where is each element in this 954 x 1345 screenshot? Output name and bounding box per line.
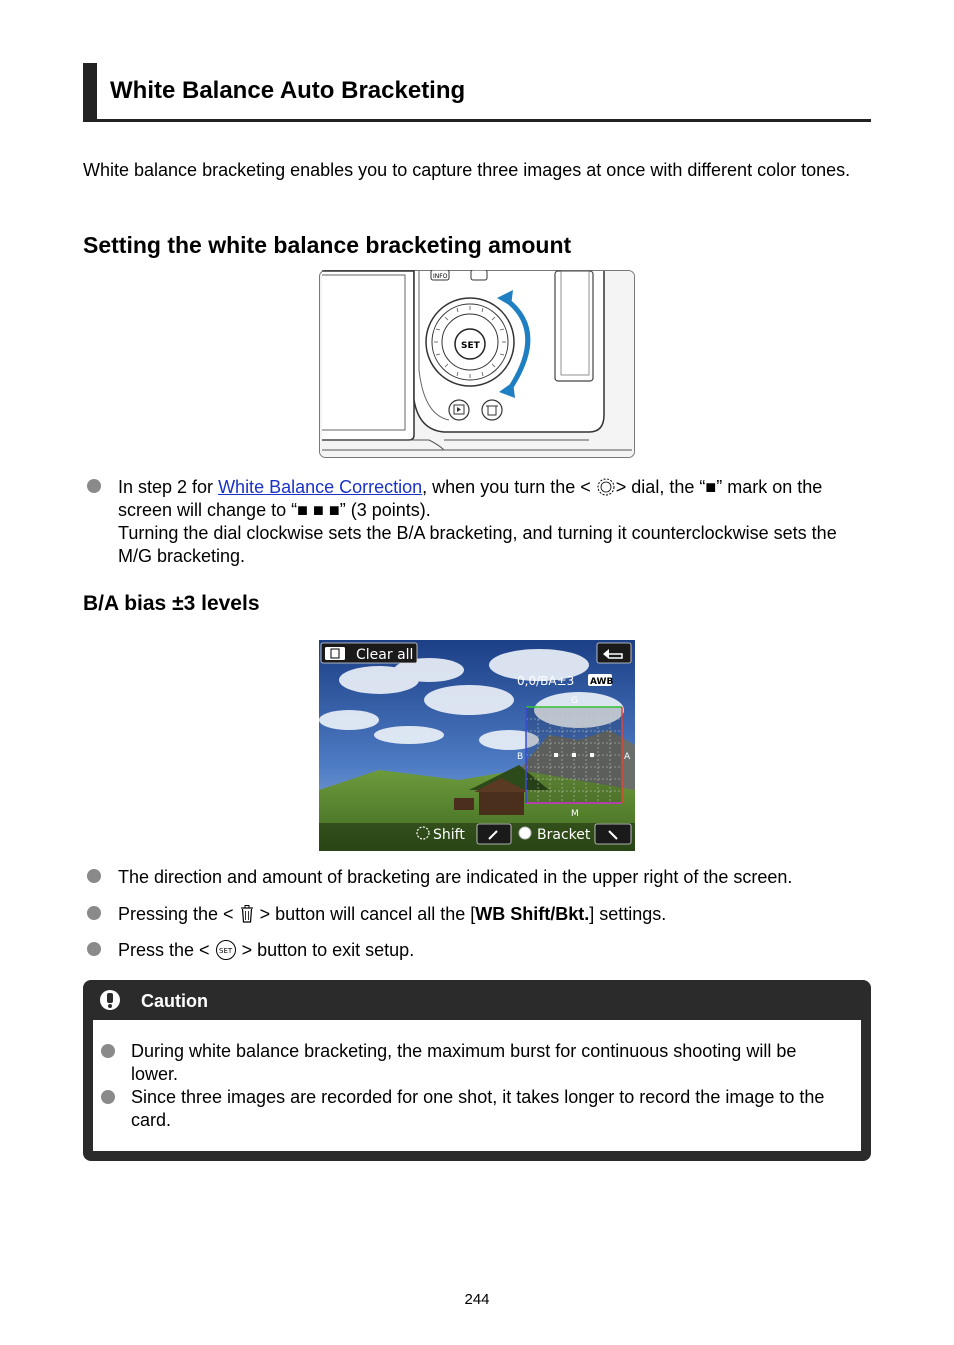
trash-button-illustration: [482, 400, 502, 420]
bullet-text: , when you turn the <: [422, 477, 591, 497]
svg-text:B: B: [517, 752, 524, 762]
wb-shift-bkt-label: WB Shift/Bkt.: [475, 904, 590, 924]
section-title: Setting the white balance bracketing amount: [83, 232, 572, 258]
mark-symbol: ■: [705, 477, 717, 497]
bullet-icon: [87, 479, 101, 493]
caution-icon: [99, 989, 121, 1011]
bullet-text: ” (3 points).: [339, 500, 431, 520]
trash-icon: [239, 904, 255, 924]
camera-back-illustration: [319, 270, 635, 458]
bullet-text: > button will cancel all the [: [259, 904, 476, 924]
bullet-text: Press the <: [118, 940, 210, 960]
svg-text:AWB: AWB: [590, 677, 614, 687]
page-heading: [83, 63, 871, 122]
svg-text:Shift: Shift: [433, 827, 465, 843]
svg-text:A: A: [624, 752, 631, 762]
bullet-text: In step 2 for: [118, 477, 219, 497]
bullet-indicator-text: The direction and amount of bracketing are indicated in the upper right of the screen.: [118, 867, 793, 887]
caution-item: During white balance bracketing, the maximum burst for continuous shooting will be lower.: [131, 1041, 797, 1084]
caution-item: Since three images are recorded for one shot, it takes longer to record the image to the card.: [131, 1087, 825, 1130]
heading-bar: [83, 63, 97, 122]
bullet-icon: [101, 1044, 115, 1058]
svg-text:Clear all: Clear all: [356, 647, 414, 663]
intro-paragraph: White balance bracketing enables you to capture three images at once with different color tones.: [83, 160, 851, 180]
caution-content: [93, 1020, 861, 1151]
dial-icon: [596, 477, 616, 497]
svg-text:0,0/BA±3: 0,0/BA±3: [517, 674, 575, 688]
bullet-text: Pressing the <: [118, 904, 234, 924]
svg-text:INFO: INFO: [433, 273, 448, 280]
svg-text:G: G: [571, 696, 578, 706]
bullet-exit-paragraph: [118, 939, 878, 962]
caution-title: Caution: [141, 991, 208, 1011]
caution-box: [83, 980, 871, 1161]
wb-grid: [526, 707, 622, 803]
page-title: White Balance Auto Bracketing: [110, 77, 466, 104]
svg-text:SET: SET: [218, 947, 232, 955]
bullet-icon: [87, 869, 101, 883]
set-button-icon: [215, 939, 237, 961]
bullet-text: Turning the dial clockwise sets the B/A bracketing, and turning it counterclockwise sets the M/G bracketing.: [118, 523, 837, 566]
white-balance-correction-link[interactable]: White Balance Correction: [218, 477, 423, 497]
svg-text:M: M: [571, 809, 579, 819]
bullet-text: > button to exit setup.: [241, 940, 415, 960]
bullet-icon: [87, 906, 101, 920]
bullet-text: ” mark on the screen will change to “: [118, 477, 823, 520]
bullet-cancel-paragraph: [118, 903, 878, 926]
svg-text:SET: SET: [461, 341, 480, 351]
bullet-icon: [87, 942, 101, 956]
page-number: 244: [464, 1291, 490, 1308]
bullet-dial-paragraph: [118, 476, 868, 568]
bullet-icon: [101, 1090, 115, 1104]
three-marks-symbol: ■ ■ ■: [297, 500, 340, 520]
bullet-text: > dial, the “: [615, 477, 706, 497]
back-icon: [597, 643, 631, 663]
wb-bracket-screen: [319, 640, 635, 851]
svg-text:Bracket: Bracket: [537, 827, 591, 843]
bullet-text: ] settings.: [589, 904, 667, 924]
subsection-title: B/A bias ±3 levels: [83, 592, 260, 615]
